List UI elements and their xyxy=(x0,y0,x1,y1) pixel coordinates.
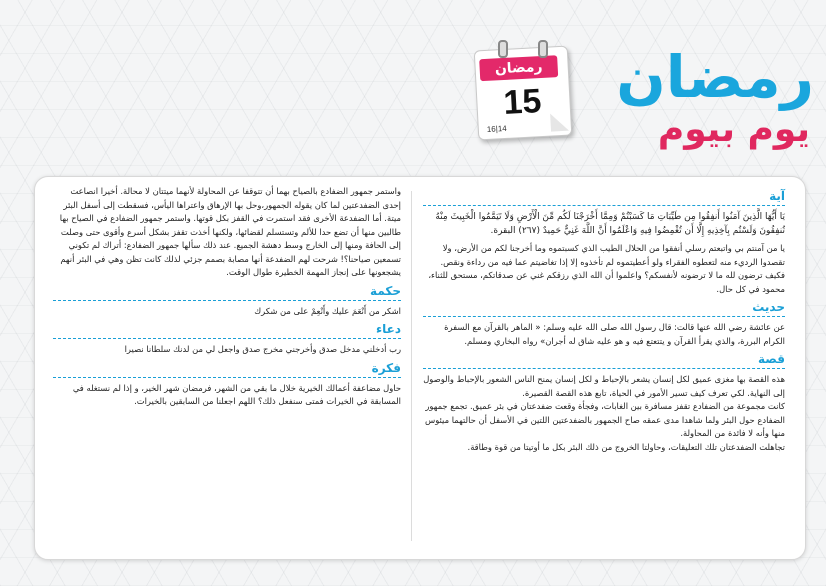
calendar-day: 15 xyxy=(502,82,543,123)
aya-explanation: يا من آمنتم بي واتبعتم رسلي أنفقوا من الحلال الطيب الذي كسبتموه وما أخرجنا لكم من الأرض، ولا تقصدوا الرديء منه لتعطوه الفقراء ولو أعطيتموه لم تأخذوه إلا إذا تغاضيتم عما فيه من رداءة ونقص. فكيف ترضون لله ما لا ترضونه لأنفسكم؟ واعلموا أن الله الذي رزقكم غني عن صدقاتكم، مستحق للثناء، محمود في كل حال. xyxy=(428,243,785,294)
content-panel xyxy=(34,176,806,560)
calendar-month: رمضان xyxy=(479,55,558,81)
left-column xyxy=(53,185,401,413)
aya-quran: يَا أَيُّهَا الَّذِينَ آمَنُوا أَنفِقُوا مِن طَيِّبَاتِ مَا كَسَبْتُمْ وَمِمَّا أَخْرَجْنَا لَكُم مِّنَ الْأَرْضِ وَلَا تَيَمَّمُوا الْخَبِيثَ مِنْهُ تُنفِقُونَ وَلَسْتُم بِآخِذِيهِ إِلَّا أَن تُغْمِضُوا فِيهِ وَاعْلَمُوا أَنَّ اللَّهَ غَنِيٌّ حَمِيدٌ (٢٦٧) البقرة. xyxy=(435,212,785,236)
calendar-icon xyxy=(474,36,576,142)
hikma-title: حكمة xyxy=(370,283,401,298)
calendar-ring xyxy=(538,40,548,58)
aya-title: آية xyxy=(769,189,785,203)
hadith-title: حديث xyxy=(752,300,785,314)
section-divider xyxy=(53,300,401,301)
fikra-title: فكرة xyxy=(371,360,401,375)
column-divider xyxy=(411,191,412,541)
calendar-page xyxy=(474,46,573,141)
story-text xyxy=(423,373,785,454)
story-paragraph: هذه القصة بها مغزى عميق لكل إنسان يشعر بالإحباط و لكل إنسان يمنح الناس الشعور بالإحباط والوصول إلى النهاية. لكي تعرف كيف تسير الأمور في الحياة، تابع هذه القصة القصيرة. xyxy=(423,374,785,398)
right-column xyxy=(423,185,785,458)
brand-subtitle: يوم بيوم xyxy=(657,109,810,150)
page-curl xyxy=(550,113,569,132)
story-paragraph: تجاهلت الضفدعتان تلك التعليقات، وحاولتا الخروج من ذلك البئر بكل ما أوتيتا من قوة وطاقة. xyxy=(467,441,785,452)
section-divider xyxy=(423,368,785,369)
section-divider xyxy=(423,316,785,317)
story-paragraph: كانت مجموعة من الضفادع تقفز مسافرة بين الغابات، وفجأة وقعت ضفدعتان في بئر عميق. تجمع جمهور الضفادع حول البئر ولما شاهدا مدى عمقه صاح الجمهور بالضفدعتين اللتين في الأسفل أن حالتهما ميئوس منها وأنه لا فائدة من المحاولة. xyxy=(424,401,785,438)
dua-title: دعاء xyxy=(376,322,401,336)
section-divider xyxy=(423,205,785,206)
hadith-text: عن عائشة رضي الله عنها قالت: قال رسول الله صلى الله عليه وسلم: « الماهر بالقرآن مع السفرة الكرام البررة، والذي يقرأ القرآن و يتتعتع فيه و هو عليه شاق له أجران» رواه البخاري ومسلم. xyxy=(444,322,785,346)
dua-text: رب أدخلني مدخل صدق وأخرجني مخرج صدق واجعل لي من لدنك سلطانا نصيرا xyxy=(124,344,401,354)
brand-logo xyxy=(580,43,820,150)
calendar-date: 16|14 xyxy=(486,123,507,134)
brand-title: رمضان xyxy=(616,43,814,111)
calendar-ring xyxy=(498,40,508,58)
section-divider xyxy=(53,377,401,378)
story-title: قصة xyxy=(758,352,785,366)
section-divider xyxy=(53,338,401,339)
story-continuation: واستمر جمهور الضفادع بالصياح بهما أن تتوقفا عن المحاولة لأنهما ميتتان لا محالة. أخيرا انصاعت إحدى الضفدعتين لما كان يقوله الجمهور،وحل بها الإرهاق واعتراها اليأس، فسقطت إلى أسفل البئر ميتة. أما الضفدعة الأخرى فقد استمرت في القفز بكل قوتها. واستمر جمهور الضفادع في الصياح بها طالبين منها أن تضع حدا للألم وتستسلم لقضائها، ولكنها أخذت تقفز بشكل أسرع وأقوى حتى وصلت إلى الحافة ومنها إلى الخارج وسط دهشة الجميع. عند ذلك سألها جمهور الضفادع: أتراك لم تكوني تسمعين صياحنا؟! شرحت لهم الضفدعة أنها مصابة بصمم جزئي لذلك كانت تظن وهي في البئر أنهم يشجعونها على إنجاز المهمة الخطيرة طوال الوقت. xyxy=(59,186,401,277)
fikra-text: حاول مضاعفة أعمالك الخيرية خلال ما بقي من الشهر، فرمضان شهر الخير، و إذا لم نستغله في المسابقة في الخيرات فمتى سنفعل ذلك؟ اللهم اجعلنا من السابقين بالخيرات. xyxy=(72,382,401,406)
hikma-text: اشكر من أَنْعَمَ عليك وأَنْعِمْ على من شكرك xyxy=(254,305,401,316)
